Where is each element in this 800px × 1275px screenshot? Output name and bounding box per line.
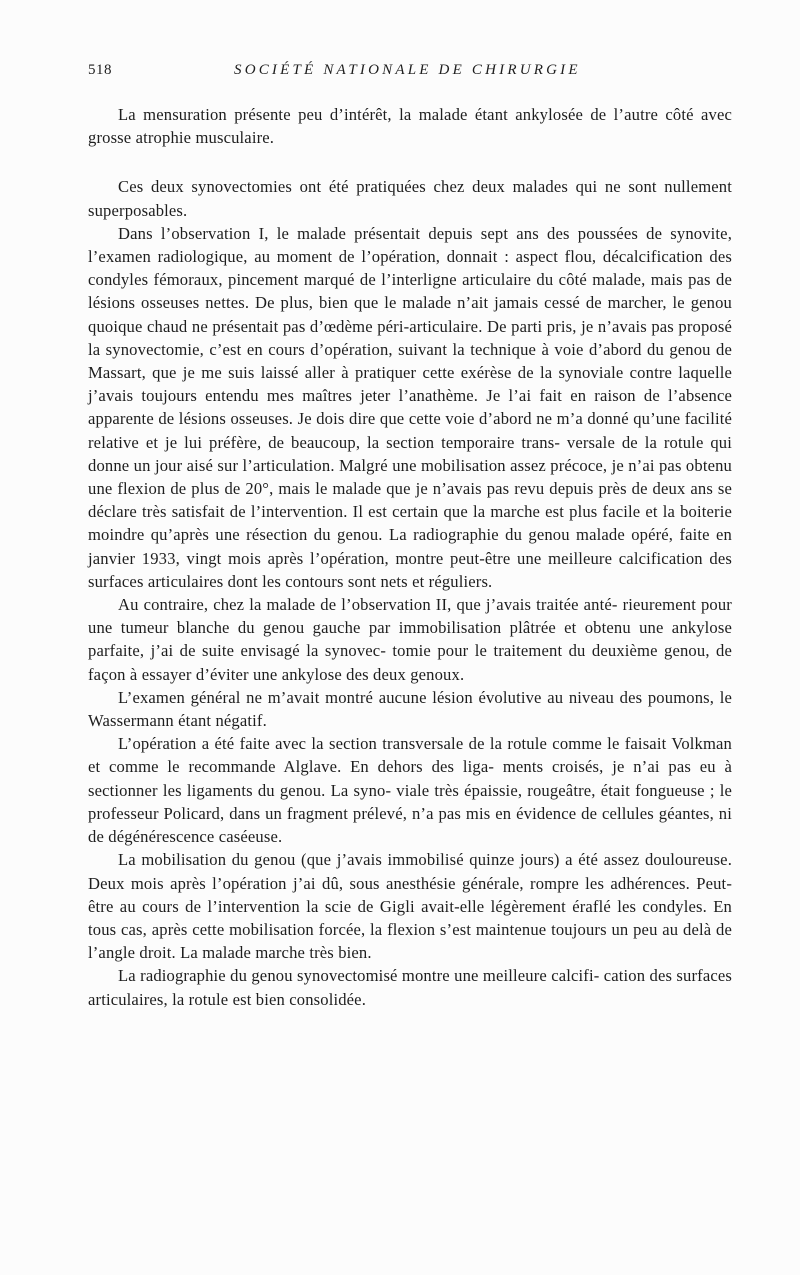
paragraph: La mensuration présente peu d’intérêt, la malade étant ankylosée de l’autre côté avec grosse atrophie musculaire. bbox=[88, 105, 732, 148]
paragraph: Au contraire, chez la malade de l’observation II, que j’avais traitée anté- rieurement pour une tumeur blanche du genou gauche par immobilisation plâtrée et obtenu une ankylose parfaite, j’ai de suite envisagé la synovec- tomie pour le traitement du deuxième genou, de façon à essayer d’éviter une ankylose des deux genoux. bbox=[88, 595, 732, 684]
paragraph: L’opération a été faite avec la section transversale de la rotule comme le faisait Volkman et comme le recommande Alglave. En dehors des liga- ments croisés, je n’ai pas eu à sectionner les ligaments du genou. La syno- viale très épaissie, rougeâtre, était fongueuse ; le professeur Policard, dans un fragment prélevé, n’a pas mis en évidence de cellules géantes, ni de dégénérescence caséeuse. bbox=[88, 734, 732, 847]
page-header bbox=[88, 62, 728, 86]
paragraph: L’examen général ne m’avait montré aucune lésion évolutive au niveau des poumons, le Wassermann étant négatif. bbox=[88, 687, 732, 731]
running-title: SOCIÉTÉ NATIONALE DE CHIRURGIE bbox=[234, 62, 581, 78]
paragraph-gap bbox=[88, 149, 732, 175]
paragraph: La mobilisation du genou (que j’avais immobilisé quinze jours) a été assez douloureuse. Deux mois après l’opération j’ai dû, sous anesthésie générale, rompre les adhérences. Peut-être au cours de l’intervention la scie de Gigli avait-elle légèrement éraflé les condyles. En tous cas, après cette mobilisation forcée, la flexion s’est maintenue toujours un peu au delà de l’angle droit. La malade marche très bien. bbox=[88, 850, 732, 963]
paragraph: Ces deux synovectomies ont été pratiquées chez deux malades qui ne sont nullement superposables. bbox=[88, 177, 732, 220]
paragraph: La radiographie du genou synovectomisé montre une meilleure calcifi- cation des surfaces articulaires, la rotule est bien consolidée. bbox=[88, 966, 732, 1009]
body-text bbox=[88, 103, 732, 1011]
page-number: 518 bbox=[88, 62, 112, 78]
paragraph: Dans l’observation I, le malade présentait depuis sept ans des poussées de synovite, l’examen radiologique, au moment de l’opération, donnait : aspect flou, décalcification des condyles fémoraux, pincement marqué de l’interligne articulaire du côté malade, mais pas de lésions osseuses nettes. De plus, bien que le malade n’ait jamais cessé de marcher, le genou quoique chaud ne présentait pas d’œdème péri-articulaire. De parti pris, je n’avais pas proposé la synovectomie, c’est en cours d’opération, suivant la technique à voie d’abord du genou de Massart, que je me suis laissé aller à pratiquer cette exérèse de la synoviale contre laquelle j’avais toujours entendu mes maîtres jeter l’anathème. Je l’ai fait en raison de l’absence apparente de lésions osseuses. Je dois dire que cette voie d’abord ne m’a donné qu’une facilité relative et je lui préfère, de beaucoup, la section temporaire trans- versale de la rotule qui donne un jour aisé sur l’articulation. Malgré une mobilisation assez précoce, je n’ai pas obtenu une flexion de plus de 20°, mais le malade que je n’avais pas revu depuis près de deux ans se déclare très satisfait de l’intervention. Il est certain que la marche est plus facile et la boiterie moindre qu’après une résection du genou. La radiographie du genou malade opéré, faite en janvier 1933, vingt mois après l’opération, montre peut-être une meilleure calcification des surfaces articulaires dont les contours sont nets et réguliers. bbox=[88, 223, 732, 591]
